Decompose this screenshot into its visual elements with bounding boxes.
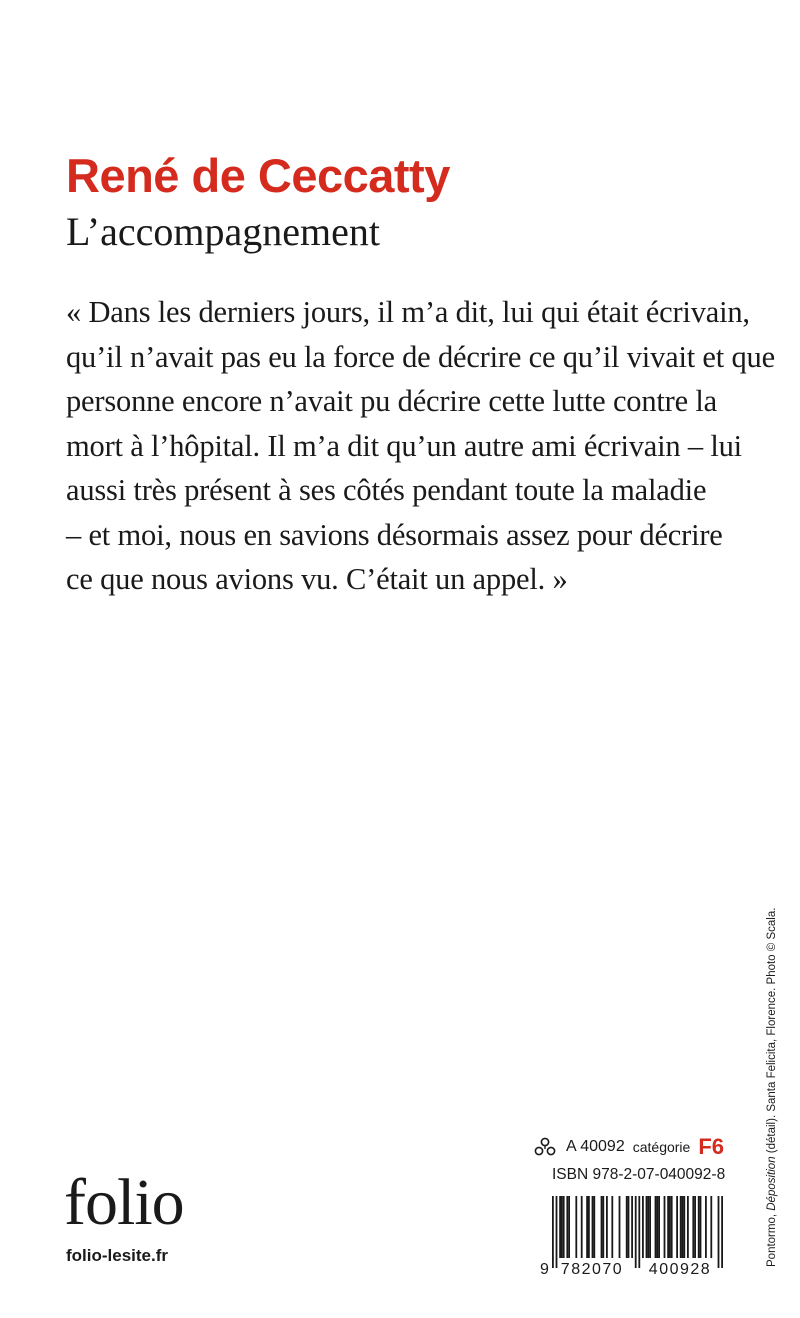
blurb-line: ce que nous avions vu. C’était un appel. » [66,562,568,596]
blurb-line: personne encore n’avait pu décrire cette lutte contre la [66,384,717,418]
barcode-bar [588,1196,590,1258]
folio-triangle-icon [534,1137,556,1157]
credit-work-title: Déposition [766,1156,778,1211]
barcode-bar [561,1196,563,1258]
barcode-bar [710,1196,712,1258]
barcode-bar [647,1196,649,1258]
blurb-line: mort à l’hôpital. Il m’a dit qu’un autre ami écrivain – lui [66,428,742,463]
credit-suffix: (détail). Santa Felicita, Florence. Photo © Scala. [766,907,778,1157]
blurb-line: – et moi, nous en savions désormais assez pour décrire [66,517,723,552]
barcode-bar [649,1196,651,1258]
barcode-bar [581,1196,583,1258]
barcode-bar [646,1196,648,1258]
barcode-bar [556,1196,558,1268]
blurb-line: qu’il n’avait pas eu la force de décrire ce qu’il vivait et que [66,339,775,374]
barcode-bar [664,1196,666,1258]
barcode-digits-right: 400928 [648,1261,712,1276]
publisher-website: folio-lesite.fr [66,1246,169,1265]
barcode-bar [642,1196,644,1258]
barcode-bars [552,1196,723,1268]
barcode-bar [601,1196,603,1258]
blurb-line: aussi très présent à ses côtés pendant toute la maladie [66,473,707,507]
barcode-bar [694,1196,696,1258]
barcode-bar [700,1196,702,1258]
barcode-bar [682,1196,684,1258]
barcode-bar [568,1196,570,1258]
barcode-bar [628,1196,630,1258]
barcode-bar [680,1196,682,1258]
barcode-bar [552,1196,554,1268]
barcode-bar [575,1196,577,1258]
barcode-bar [667,1196,669,1258]
barcode-bar [676,1196,678,1258]
barcode-bar [658,1196,660,1258]
barcode-bar [619,1196,621,1258]
barcode-bar [635,1196,637,1268]
category-value: F6 [698,1134,725,1159]
credit-prefix: Pontormo, [766,1210,778,1267]
barcode-bar [626,1196,628,1258]
barcode-bar [638,1196,640,1268]
category-label: catégorie [632,1139,691,1155]
barcode-bar [687,1196,689,1258]
barcode-bar [586,1196,588,1258]
book-title: L’accompagnement [66,209,380,254]
barcode-bar [611,1196,613,1258]
barcode-bar [705,1196,707,1258]
isbn-number: ISBN 978-2-07-040092-8 [552,1166,726,1183]
barcode-bar [606,1196,608,1258]
barcode-digit-first: 9 [540,1261,549,1276]
barcode-bar [721,1196,723,1268]
barcode-bar [655,1196,657,1258]
barcode-bar [593,1196,595,1258]
catalog-row [534,1134,724,1160]
barcode-bar [718,1196,720,1268]
barcode-bar [566,1196,568,1258]
blurb-quote [66,290,775,602]
barcode-bar [671,1196,673,1258]
isbn-barcode [540,1196,726,1276]
barcode-bar [631,1196,633,1258]
catalog-code: A 40092 [566,1138,625,1155]
photo-credit [766,908,778,1267]
folio-logo: folio [64,1166,184,1239]
author-name: René de Ceccatty [66,149,450,202]
barcode-bar [563,1196,565,1258]
barcode-bar [592,1196,594,1258]
barcode-bar [602,1196,604,1258]
barcode-bar [656,1196,658,1258]
blurb-line: « Dans les derniers jours, il m’a dit, lui qui était écrivain, [66,295,750,329]
barcode-bar [698,1196,700,1258]
barcode-bar [559,1196,561,1258]
barcode-bar [692,1196,694,1258]
barcode-bar [669,1196,671,1258]
barcode-bar [683,1196,685,1258]
barcode-digits-left: 782070 [560,1261,624,1276]
